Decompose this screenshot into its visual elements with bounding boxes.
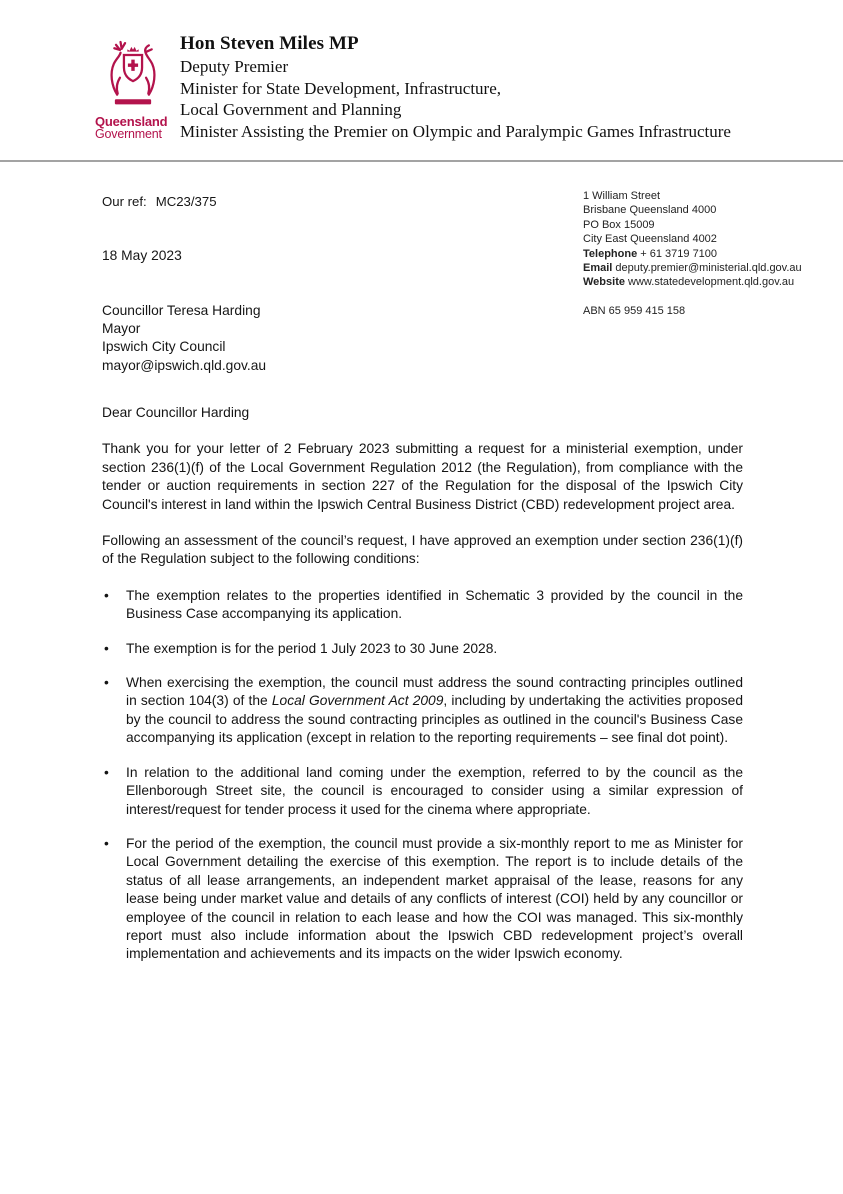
minister-title-1: Deputy Premier: [180, 57, 289, 76]
conditions-list: [102, 587, 743, 964]
recipient-email: mayor@ipswich.qld.gov.au: [102, 357, 267, 373]
abn-line: ABN 65 959 415 158: [583, 304, 686, 317]
telephone-number: + 61 3719 7100: [640, 247, 718, 260]
minister-name: Hon Steven Miles MP: [180, 33, 359, 54]
telephone-line: [583, 247, 823, 261]
condition-text: For the period of the exemption, the council must provide a six-monthly report to me as Minister for Local Government detailing the exercise of this exemption. The report is to include details of the status of all lease arrangements, an independent market appraisal of the lease, reasons for any lease being under market value and details of any conflicts of interest (COI) held by any councillor or employee of the council in relation to each lease and how the COI was managed. This six-monthly report must also include information about the Ipswich CBD redevelopment project’s overall implementation and achievements and its impacts on the wider Ipswich economy.: [126, 835, 743, 962]
address-line: Brisbane Queensland 4000: [583, 204, 717, 217]
qld-gov-logo: [95, 38, 171, 141]
condition-item-2: [102, 640, 743, 658]
recipient-organisation: Ipswich City Council: [102, 339, 226, 355]
email-line: [583, 261, 823, 275]
website-line: [583, 275, 823, 289]
paragraph-2: Following an assessment of the council’s request, I have approved an exemption under section 236(1)(f) of the Regulation subject to the following conditions:: [102, 533, 743, 567]
logo-text-queensland: Queensland: [95, 114, 168, 129]
condition-item-5: [102, 835, 743, 964]
salutation: Dear Councillor Harding: [102, 405, 250, 420]
telephone-label: Telephone: [583, 247, 638, 260]
condition-text: The exemption relates to the properties identified in Schematic 3 provided by the council in the Business Case accompanying its application.: [126, 587, 743, 622]
condition-item-4: [102, 764, 743, 819]
letterhead: [180, 32, 731, 143]
logo-text-government: Government: [95, 127, 162, 141]
act-title-italic: Local Government Act 2009: [271, 693, 444, 709]
recipient-name: Councillor Teresa Harding: [102, 303, 261, 318]
address-line: 1 William Street: [583, 190, 661, 202]
letter-body: [102, 404, 743, 980]
minister-title-2: Minister for State Development, Infrastructure,: [180, 78, 502, 98]
condition-text: , including by undertaking the activities proposed by the council to address the sound contracting principles as outlined in the council's Business Case accompanying its application (except in relation to the reporting requirements – see final dot point).: [126, 693, 744, 746]
condition-text: In relation to the additional land coming under the exemption, referred to by the council as the Ellenborough Street site, the council is encouraged to consider using a similar expression of interest/request for tender process it used for the cinema where appropriate.: [126, 764, 743, 817]
website-label: Website: [583, 276, 625, 289]
address-line: City East Queensland 4002: [583, 233, 717, 246]
reference-label: Our ref:: [102, 194, 147, 209]
condition-item-3: [102, 674, 743, 748]
reference-line: [102, 194, 217, 209]
letter-date: 18 May 2023: [102, 248, 182, 263]
recipient-role: Mayor: [102, 321, 141, 337]
minister-title-3: Local Government and Planning: [180, 100, 402, 120]
email-label: Email: [583, 262, 613, 275]
address-line: PO Box 15009: [583, 218, 655, 231]
email-address: deputy.premier@ministerial.qld.gov.au: [615, 262, 802, 275]
recipient-block: [102, 302, 266, 375]
condition-text: The exemption is for the period 1 July 2023 to 30 June 2028.: [126, 640, 498, 656]
letterhead-divider: [0, 160, 843, 162]
queensland-coat-of-arms-icon: [99, 38, 167, 114]
condition-item-1: [102, 587, 743, 624]
reference-value: MC23/375: [155, 194, 217, 209]
contact-block: [583, 189, 823, 318]
minister-title-4: Minister Assisting the Premier on Olympic and Paralympic Games Infrastructure: [180, 122, 731, 142]
condition-text: When exercising the exemption, the council must address the sound contracting principles outlined in section 104(3) of the: [126, 675, 743, 709]
paragraph-1: Thank you for your letter of 2 February 2023 submitting a request for a ministerial exemption, under section 236(1)(f) of the Local Government Regulation 2012 (the Regulation), from compliance with the tender or auction requirements in section 227 of the Regulation for the disposal of the Ipswich City Council's interest in land within the Ipswich Central Business District (CBD) redevelopment project area.: [102, 441, 743, 512]
website-address: www.statedevelopment.qld.gov.au: [628, 276, 795, 289]
